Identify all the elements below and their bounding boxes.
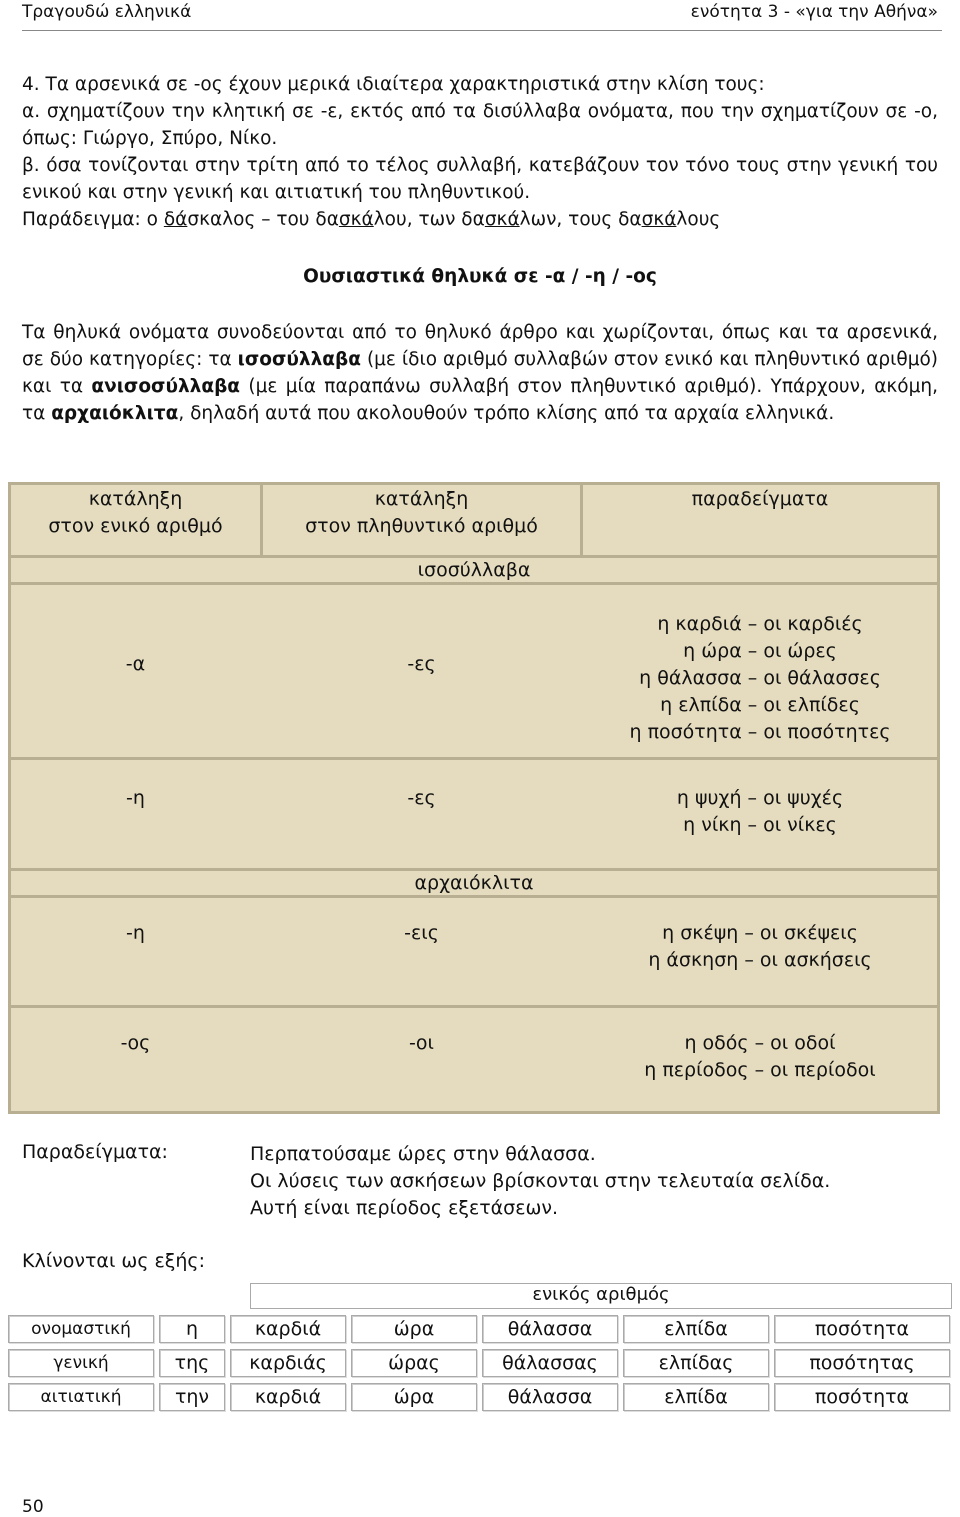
section-label: ισοσύλλαβα (417, 559, 531, 581)
term-archaic: αρχαιόκλιτα (51, 403, 179, 424)
header-line: στον πληθυντικό αριθμό (305, 515, 538, 537)
singular-ending: -η (126, 787, 145, 809)
example-item: η σκέψη – οι σκέψεις (662, 922, 858, 944)
word-form: καρδιά (230, 1383, 346, 1411)
example-item: η νίκη – οι νίκες (683, 814, 837, 836)
term-isosyllabic: ισοσύλλαβα (237, 349, 361, 370)
article: της (159, 1349, 225, 1377)
example-item: η ώρα – οι ώρες (683, 640, 837, 662)
plural-ending: -ες (407, 787, 436, 809)
rule-4-intro: 4. Τα αρσενικά σε -ος έχουν μερικά ιδιαίτερα χαρακτηριστικά στην κλίση τους: (22, 74, 765, 95)
header-line: κατάληξη (374, 488, 469, 510)
example-sentence: Αυτή είναι περίοδος εξετάσεων. (250, 1197, 559, 1219)
word-form: ποσότητα (774, 1315, 950, 1343)
word-form: ποσότητας (774, 1349, 950, 1377)
rule-4-example (22, 206, 938, 233)
example-sentence: Περπατούσαμε ώρες στην θάλασσα. (250, 1143, 596, 1165)
case-genitive: γενική (8, 1349, 154, 1377)
word-form: ποσότητα (774, 1383, 950, 1411)
singular-ending: -α (125, 653, 146, 675)
example-part: λους (676, 209, 721, 230)
singular-ending: -ος (120, 1032, 151, 1054)
word-form: ελπίδα (623, 1383, 769, 1411)
section-archaic (11, 871, 937, 895)
example-item: η θάλασσα – οι θάλασσες (639, 667, 881, 689)
word-form: ελπίδας (623, 1349, 769, 1377)
header-examples (583, 485, 937, 555)
example-item: η περίοδος – οι περίοδοι (644, 1059, 876, 1081)
examples-label: Παραδείγματα: (22, 1141, 168, 1163)
stress-syllable: σκά (338, 209, 374, 230)
section-isosyllabic (11, 558, 937, 582)
stress-syllable: δά (163, 209, 188, 230)
paragraph-text: , δηλαδή αυτά που ακολουθούν τρόπο κλίσης από τα αρχαία ελληνικά. (178, 403, 835, 424)
examples-list (583, 785, 937, 839)
example-item: η οδός – οι οδοί (684, 1032, 836, 1054)
running-header-unit: ενότητα 3 - «για την Αθήνα» (690, 2, 938, 22)
declension-header: ενικός αριθμός (250, 1283, 952, 1309)
table-row (11, 585, 937, 757)
article: η (159, 1315, 225, 1343)
header-line: παραδείγματα (691, 488, 829, 510)
word-form: θάλασσα (482, 1383, 618, 1411)
header-line: στον ενικό αριθμό (48, 515, 223, 537)
term-anisosyllabic: ανισοσύλλαβα (91, 376, 241, 397)
header-singular-ending (11, 485, 260, 555)
rule-4a: α. σχηματίζουν την κλητική σε -ε, εκτός από τα δισύλλαβα ονόματα, που την σχηματίζουν σε -ο, όπως: Γιώργο, Σπύρο, Νίκο. (22, 101, 938, 149)
word-form: ώρα (351, 1383, 477, 1411)
word-form: θάλασσα (482, 1315, 618, 1343)
example-part: σκαλος – του δα (187, 209, 339, 230)
example-item: η ποσότητα – οι ποσότητες (629, 721, 891, 743)
table-row (11, 1008, 937, 1111)
word-form: ελπίδα (623, 1315, 769, 1343)
declension-label: Κλίνονται ως εξής: (22, 1250, 205, 1272)
word-form: ώρας (351, 1349, 477, 1377)
example-item: η καρδιά – οι καρδιές (657, 613, 863, 635)
section-label: αρχαιόκλιτα (414, 872, 534, 894)
example-part: λου, των δα (373, 209, 485, 230)
stress-syllable: σκά (484, 209, 520, 230)
singular-ending: -η (126, 922, 145, 944)
section-title: Ουσιαστικά θηλυκά σε -α / -η / -ος (303, 266, 657, 287)
word-form: θάλασσας (482, 1349, 618, 1377)
plural-ending: -εις (404, 922, 439, 944)
examples-list (583, 920, 937, 974)
header-divider (22, 30, 942, 31)
word-form: καρδιά (230, 1315, 346, 1343)
table-row (11, 760, 937, 868)
running-header-title: Τραγουδώ ελληνικά (22, 2, 192, 22)
plural-ending: -οι (409, 1032, 434, 1054)
examples-sentences (250, 1141, 830, 1222)
case-accusative: αιτιατική (8, 1383, 154, 1411)
feminine-nouns-paragraph (22, 319, 938, 427)
example-prefix: Παράδειγμα: ο (22, 209, 164, 230)
page-number: 50 (22, 1497, 44, 1517)
paragraph-text: (με μία παραπάνω συλλαβή στον πληθυντικό αριθμό). Υπάρχουν, ακόμη, τα (22, 376, 938, 424)
paragraph-text: Τα θηλυκά ονόματα συνοδεύονται από το θηλυκό άρθρο και χωρίζονται, όπως και τα αρσενικά, σε δύο κατηγορίες: τα (22, 322, 938, 370)
example-item: η ψυχή – οι ψυχές (676, 787, 844, 809)
header-plural-ending (263, 485, 580, 555)
stress-syllable: σκά (641, 209, 677, 230)
example-part: λων, τους δα (519, 209, 642, 230)
header-line: κατάληξη (88, 488, 183, 510)
case-nominative: ονομαστική (8, 1315, 154, 1343)
example-sentence: Οι λύσεις των ασκήσεων βρίσκονται στην τελευταία σελίδα. (250, 1170, 831, 1192)
word-form: καρδιάς (230, 1349, 346, 1377)
endings-table (8, 482, 940, 1114)
examples-list (583, 611, 937, 746)
example-item: η άσκηση – οι ασκήσεις (648, 949, 872, 971)
plural-ending: -ες (407, 653, 436, 675)
rule-4b: β. όσα τονίζονται στην τρίτη από το τέλος συλλαβή, κατεβάζουν τον τόνο τους στην γενική του ενικού και στην γενική και αιτιατική του πληθυντικού. (22, 155, 938, 203)
examples-list (583, 1030, 937, 1084)
article: την (159, 1383, 225, 1411)
table-row (11, 898, 937, 1005)
word-form: ώρα (351, 1315, 477, 1343)
paragraph-text: (με ίδιο αριθμό συλλαβών στον ενικό και πληθυντικό αριθμό) και τα (22, 349, 938, 397)
example-item: η ελπίδα – οι ελπίδες (660, 694, 860, 716)
